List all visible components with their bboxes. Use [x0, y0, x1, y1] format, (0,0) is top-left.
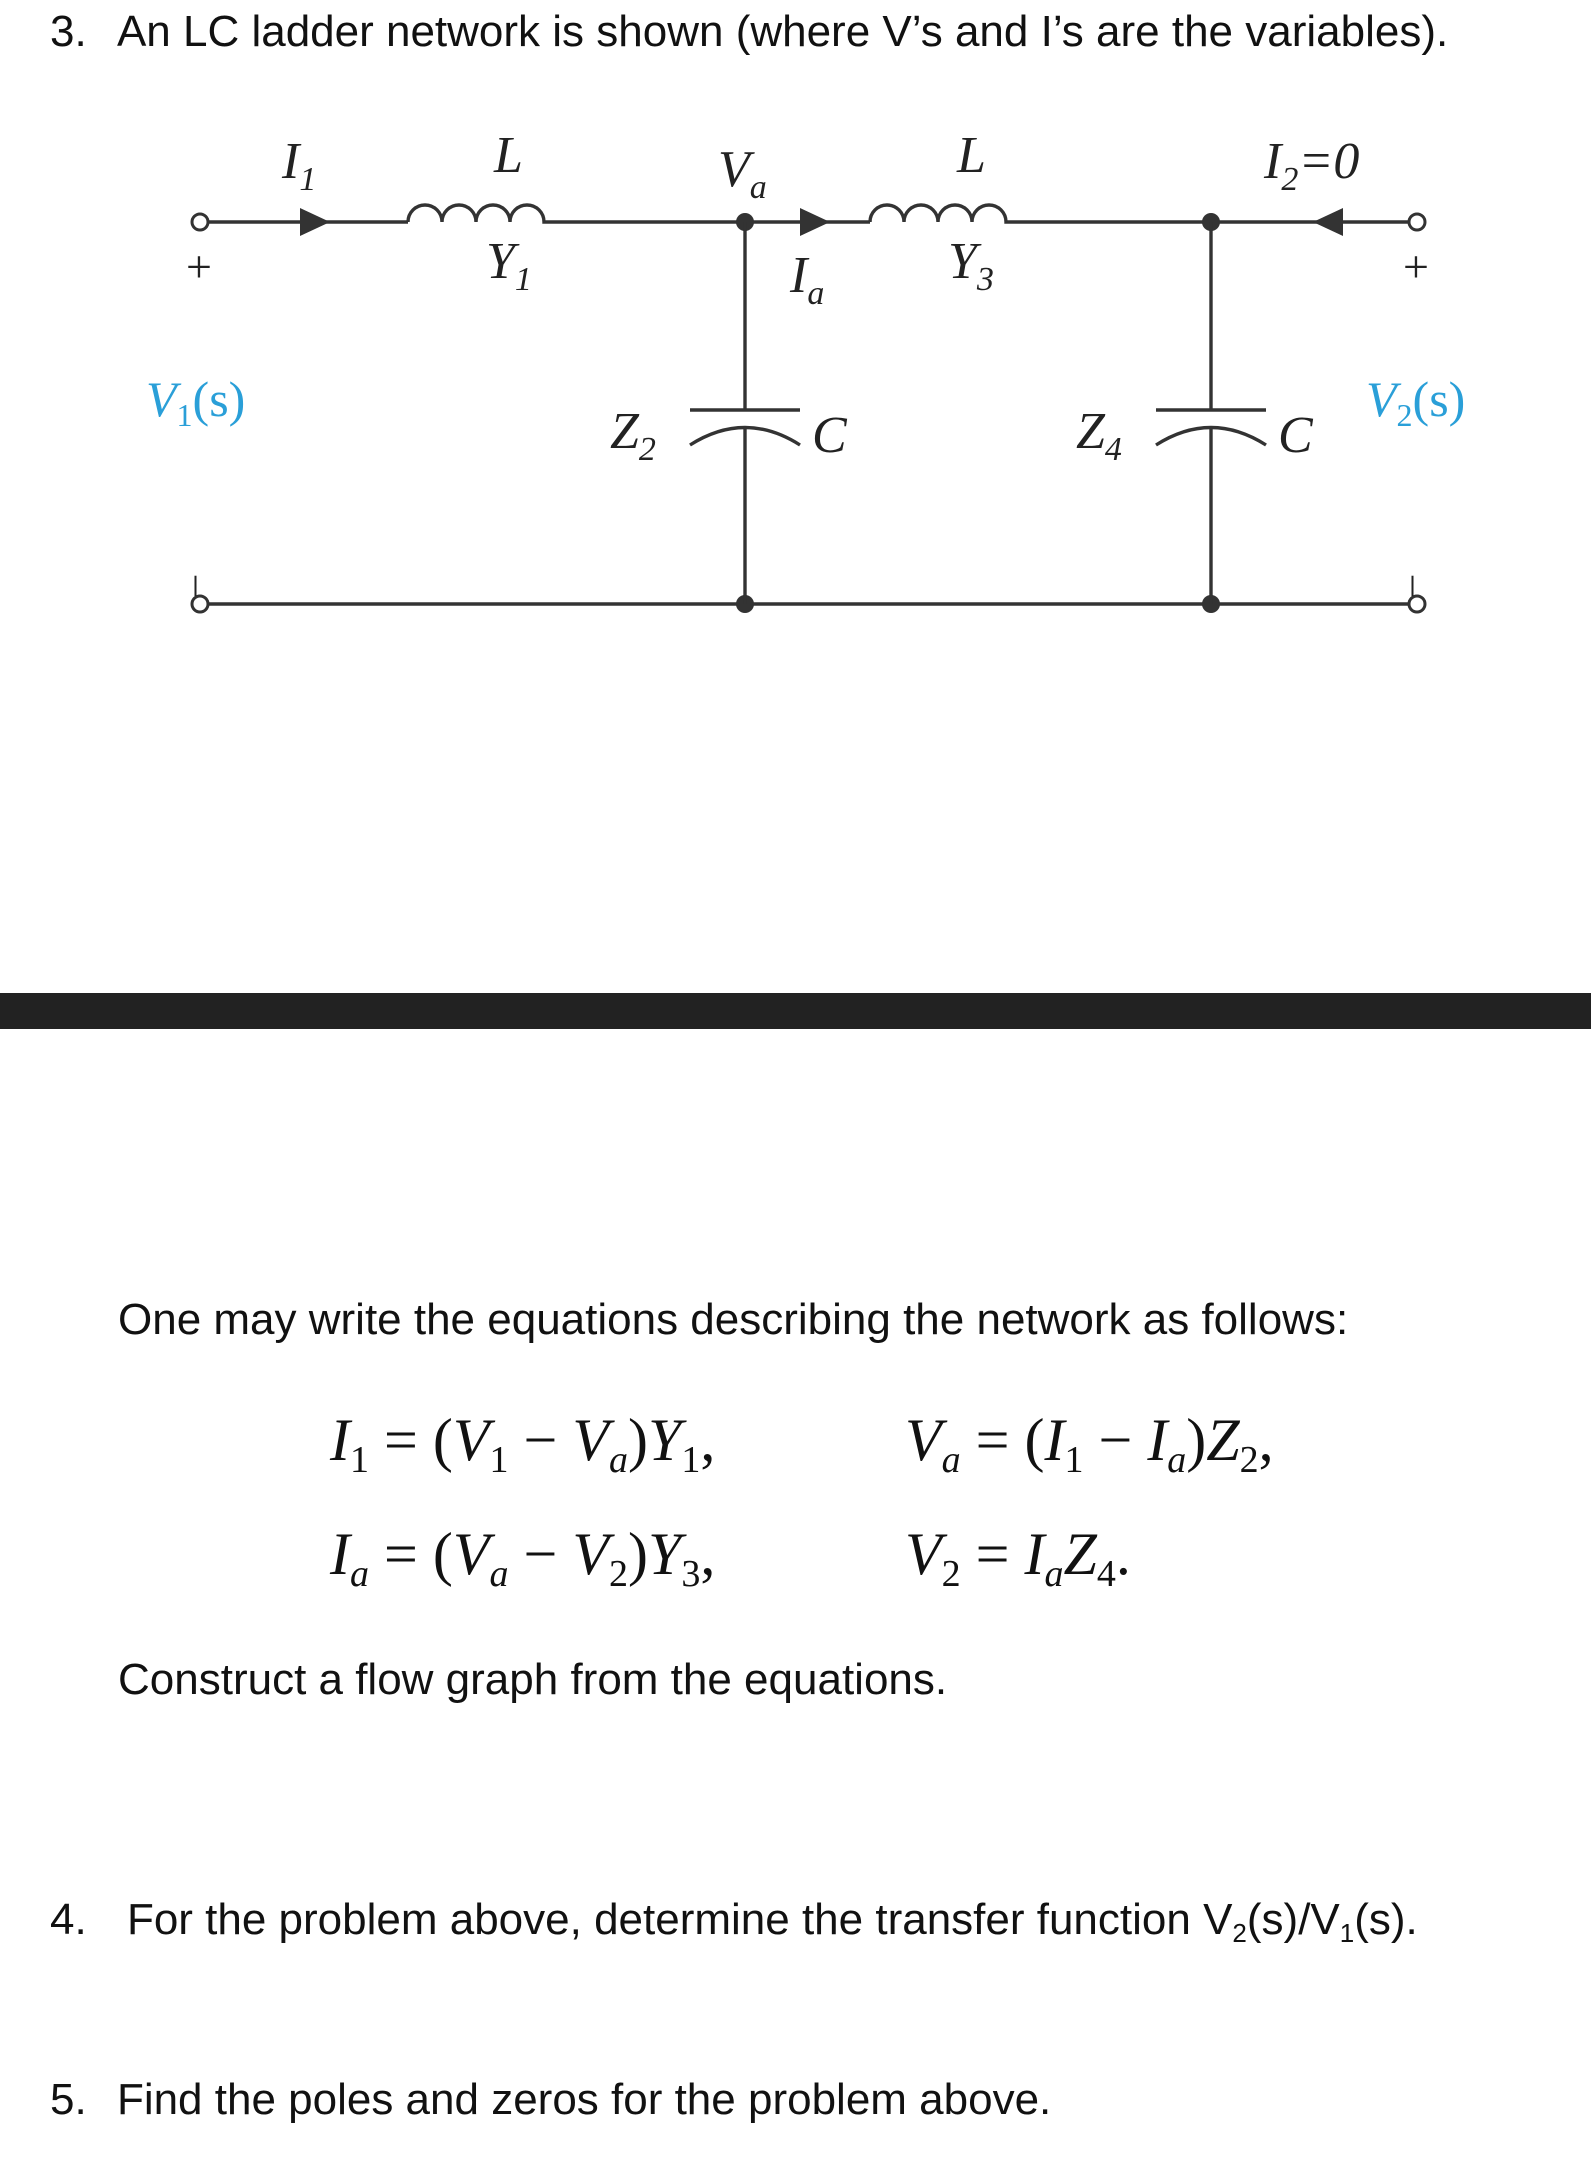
- label-Va: $V_a$: [718, 141, 767, 206]
- terminal-input-bottom: [192, 596, 208, 612]
- terminal-input-top: [192, 214, 208, 230]
- label-Ia: $I_a$: [790, 247, 825, 312]
- arrow-I2: [1313, 208, 1343, 236]
- label-V1s: $V_1(s)$: [146, 371, 246, 433]
- inductor-L2-coil: [870, 205, 1082, 222]
- label-I2: $I_2=0$: [1264, 133, 1360, 198]
- divider-bar: [0, 993, 1591, 1029]
- equation-2: $V_a = (I_1 - I_a)Z_2$,: [905, 1407, 1274, 1481]
- arrow-I1: [300, 208, 330, 236]
- problem-number: 3.: [50, 7, 87, 56]
- problem-5: [50, 2075, 1052, 2124]
- label-plus-left: +: [186, 241, 212, 292]
- problem-text: Find the poles and zeros for the problem above.: [116, 2075, 1052, 2124]
- label-I1: $I_1$: [282, 133, 317, 198]
- label-V2s: $V_2(s)$: [1366, 371, 1466, 433]
- terminal-output-top: [1409, 214, 1425, 230]
- label-Z4: $Z_4$: [1076, 403, 1122, 468]
- label-plus-right: +: [1403, 241, 1429, 292]
- arrow-Ia: [800, 208, 830, 236]
- label-C1: C: [812, 407, 847, 464]
- label-L1: L: [494, 127, 523, 184]
- label-minus-left: –: [177, 576, 222, 596]
- equations-intro: One may write the equations describing the network as follows:: [118, 1295, 1349, 1344]
- label-Z2: $Z_2$: [610, 403, 656, 468]
- problem-text: An LC ladder network is shown (where V’s and I’s are the variables).: [116, 7, 1449, 56]
- label-Y3: $Y_3$: [948, 233, 994, 298]
- label-L2: L: [957, 127, 986, 184]
- problem-number: 4.: [50, 1895, 87, 1944]
- equation-1: $I_1 = (V_1 - V_a)Y_1$,: [330, 1407, 716, 1481]
- terminal-output-bottom: [1409, 596, 1425, 612]
- label-minus-right: –: [1394, 576, 1439, 596]
- problem-text: For the problem above, determine the transfer function $V_2(s)/V_1(s)$.: [126, 1895, 1418, 1948]
- equation-4: $V_2 = I_aZ_4$.: [905, 1521, 1131, 1595]
- problem-number: 5.: [50, 2075, 87, 2124]
- lc-ladder-circuit-diagram: [0, 0, 1591, 640]
- inductor-L1-coil: [408, 205, 620, 222]
- label-C2: C: [1278, 407, 1313, 464]
- problem-4: [50, 1895, 1418, 1948]
- label-Y1: $Y_1$: [486, 233, 532, 298]
- flow-graph-instruction: Construct a flow graph from the equations.: [118, 1655, 948, 1704]
- equation-3: $I_a = (V_a - V_2)Y_3$,: [330, 1521, 716, 1595]
